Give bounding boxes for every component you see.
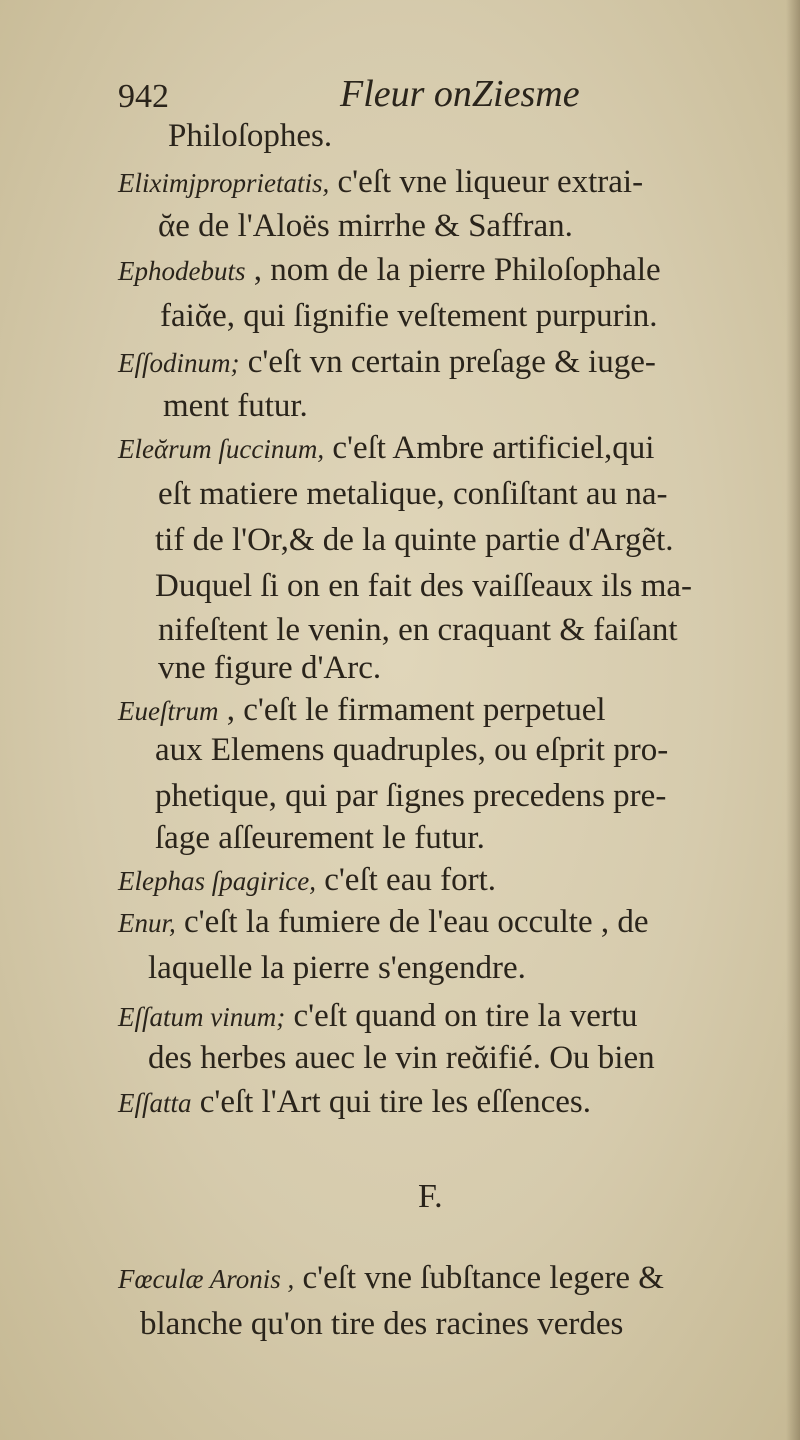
text-line: tif de l'Or,& de la quinte partie d'Argẽt.	[155, 522, 674, 558]
definition: c'eſt quand on tire la vertu	[293, 998, 638, 1034]
text-line: ſage aſſeurement le futur.	[155, 820, 485, 856]
entry-line	[118, 996, 638, 1037]
entry-line	[118, 250, 661, 291]
lemma: Enur,	[118, 908, 176, 938]
entry-line	[118, 342, 656, 383]
text-line: faiᾰe, qui ſignifie veſtement purpurin.	[160, 298, 658, 334]
definition: , c'eſt le firmament perpetuel	[226, 692, 606, 728]
lemma: Eliximjproprietatis,	[118, 168, 330, 198]
lemma: Elephas ſpagirice,	[118, 866, 316, 896]
text-line: eſt matiere metalique, conſiſtant au na-	[158, 476, 668, 512]
entry-line	[118, 428, 654, 469]
definition: , nom de la pierre Philoſophale	[253, 252, 661, 288]
text-line: phetique, qui par ſignes precedens pre-	[155, 778, 667, 814]
lemma: Eleᾰrum ſuccinum,	[118, 434, 325, 464]
section-letter: F.	[418, 1178, 443, 1215]
definition: c'eſt l'Art qui tire les eſſences.	[199, 1084, 591, 1120]
entry-line	[118, 902, 649, 943]
definition: c'eſt vne ſubſtance legere &	[302, 1260, 664, 1296]
entry-line	[118, 1258, 664, 1299]
text-line: laquelle la pierre s'engendre.	[148, 950, 526, 986]
page-number: 942	[118, 78, 169, 115]
text-line: Philoſophes.	[168, 118, 333, 154]
text-line: ᾰe de l'Aloës mirrhe & Saffran.	[158, 208, 573, 244]
definition: c'eſt la fumiere de l'eau occulte , de	[184, 904, 649, 940]
entry-line	[118, 860, 496, 901]
entry-line	[118, 690, 606, 731]
lemma: Fœculæ Aronis ,	[118, 1264, 295, 1294]
entry-line	[118, 1082, 591, 1123]
lemma: Ephodebuts	[118, 256, 246, 286]
lemma: Eſſatum vinum;	[118, 1002, 286, 1032]
running-title: Fleur onZiesme	[340, 73, 580, 115]
definition: c'eſt Ambre artificiel,qui	[332, 430, 655, 466]
text-line: ment futur.	[163, 388, 308, 424]
text-line: vne figure d'Arc.	[158, 650, 382, 686]
entry-line	[118, 162, 643, 203]
lemma: Eſſodinum;	[118, 348, 240, 378]
lemma: Eſſatta	[118, 1088, 192, 1118]
definition: c'eſt vn certain preſage & iuge-	[247, 344, 656, 380]
text-line: aux Elemens quadruples, ou eſprit pro-	[155, 732, 669, 768]
definition: c'eſt vne liqueur extrai-	[337, 164, 644, 200]
page-header	[118, 70, 678, 120]
text-line: blanche qu'on tire des racines verdes	[140, 1306, 624, 1342]
page-edge-shadow	[786, 0, 800, 1440]
text-line: Duquel ſi on en fait des vaiſſeaux ils ma-	[155, 568, 693, 604]
text-line: des herbes auec le vin reᾰifié. Ou bien	[148, 1040, 655, 1076]
definition: c'eſt eau fort.	[324, 862, 496, 898]
text-line: nifeſtent le venin, en craquant & faiſant	[158, 612, 678, 648]
lemma: Eueſtrum	[118, 696, 219, 726]
